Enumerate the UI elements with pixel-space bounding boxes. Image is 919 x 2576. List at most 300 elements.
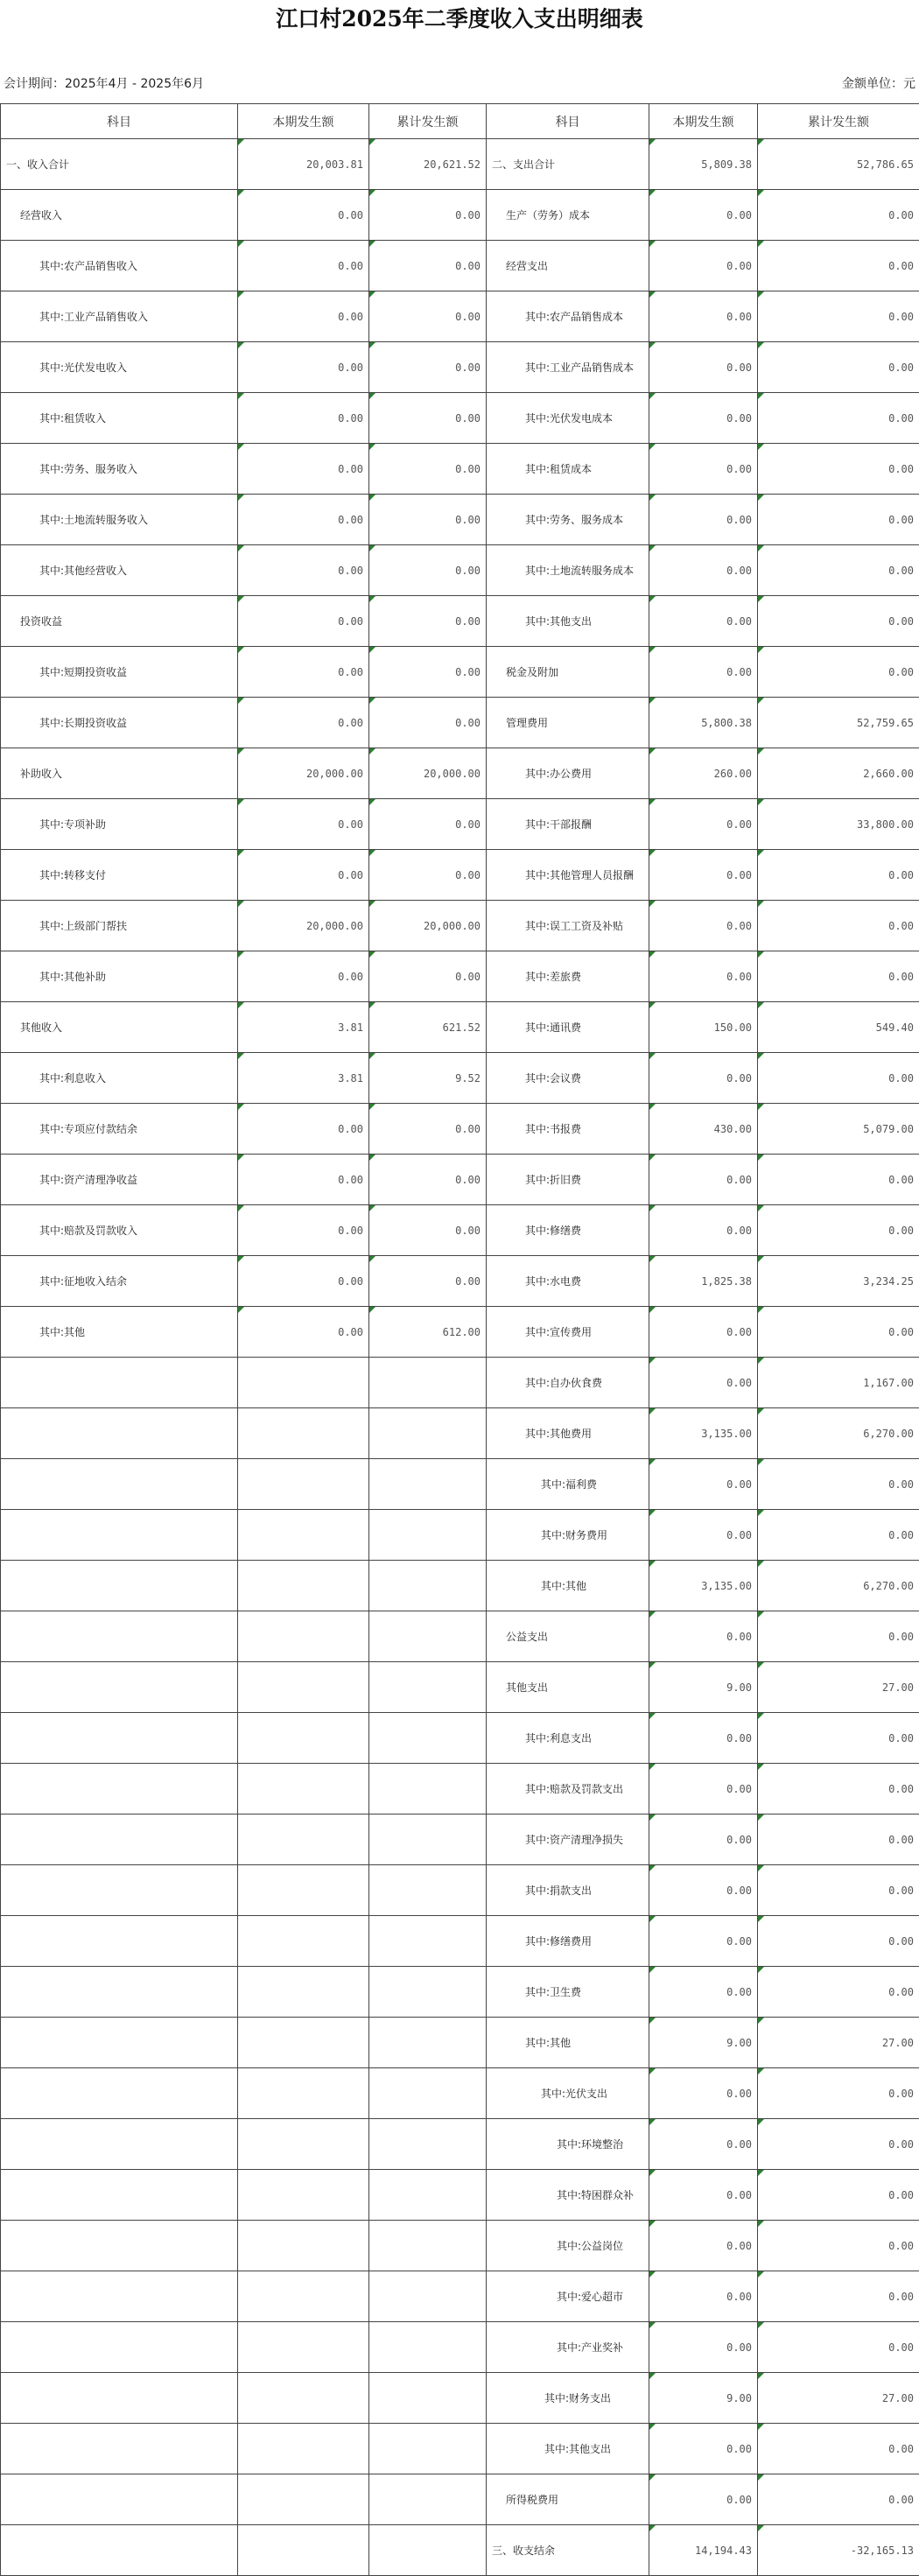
- table-row: [1, 139, 919, 190]
- expense-current-cell: 0.00: [649, 545, 758, 596]
- income-subject-cell: [1, 1510, 238, 1561]
- income-current-cell: 0.00: [238, 545, 369, 596]
- income-current-cell: 0.00: [238, 495, 369, 545]
- expense-cumulative-cell: 0.00: [758, 2474, 919, 2525]
- income-cumulative-cell: 621.52: [369, 1002, 487, 1053]
- income-cumulative-cell: 0.00: [369, 1205, 487, 1256]
- income-subject-cell: 其中:短期投资收益: [1, 647, 238, 698]
- income-cumulative-cell: 0.00: [369, 444, 487, 495]
- expense-cumulative-cell: 0.00: [758, 647, 919, 698]
- table-row: [1, 1256, 919, 1307]
- income-current-cell: [238, 2119, 369, 2170]
- expense-cumulative-cell: 0.00: [758, 1205, 919, 1256]
- income-subject-cell: [1, 2271, 238, 2322]
- income-subject-cell: 经营收入: [1, 190, 238, 241]
- income-cumulative-cell: [369, 2271, 487, 2322]
- income-current-cell: 0.00: [238, 1307, 369, 1358]
- table-row: [1, 1002, 919, 1053]
- expense-cumulative-cell: 0.00: [758, 291, 919, 342]
- table-row: [1, 2474, 919, 2525]
- header-income-current: 本期发生额: [238, 104, 369, 139]
- expense-current-cell: 0.00: [649, 901, 758, 951]
- expense-current-cell: 0.00: [649, 2170, 758, 2221]
- income-current-cell: 0.00: [238, 1104, 369, 1155]
- income-subject-cell: [1, 1561, 238, 1611]
- income-current-cell: 0.00: [238, 444, 369, 495]
- income-subject-cell: [1, 1408, 238, 1459]
- expense-current-cell: 0.00: [649, 799, 758, 850]
- expense-subject-cell: 其中:干部报酬: [487, 799, 649, 850]
- income-current-cell: [238, 2018, 369, 2068]
- expense-subject-cell: 其中:通讯费: [487, 1002, 649, 1053]
- income-subject-cell: 其中:租赁收入: [1, 393, 238, 444]
- table-body: [1, 139, 919, 2576]
- expense-cumulative-cell: 0.00: [758, 2322, 919, 2373]
- income-cumulative-cell: [369, 2322, 487, 2373]
- expense-current-cell: 9.00: [649, 2018, 758, 2068]
- expense-subject-cell: 其中:修缮费用: [487, 1916, 649, 1967]
- expense-subject-cell: 三、收支结余: [487, 2525, 649, 2576]
- expense-current-cell: 0.00: [649, 1053, 758, 1104]
- expense-current-cell: 0.00: [649, 1865, 758, 1916]
- expense-current-cell: 0.00: [649, 342, 758, 393]
- expense-subject-cell: 其中:其他费用: [487, 1408, 649, 1459]
- table-row: [1, 1459, 919, 1510]
- income-cumulative-cell: 0.00: [369, 951, 487, 1002]
- table-row: [1, 1155, 919, 1205]
- expense-subject-cell: 其中:卫生费: [487, 1967, 649, 2018]
- income-current-cell: 0.00: [238, 1205, 369, 1256]
- income-subject-cell: 其中:赔款及罚款收入: [1, 1205, 238, 1256]
- expense-cumulative-cell: 0.00: [758, 190, 919, 241]
- expense-cumulative-cell: 2,660.00: [758, 748, 919, 799]
- expense-cumulative-cell: 0.00: [758, 2119, 919, 2170]
- income-current-cell: 0.00: [238, 1256, 369, 1307]
- income-current-cell: 0.00: [238, 190, 369, 241]
- income-cumulative-cell: [369, 2525, 487, 2576]
- expense-cumulative-cell: 6,270.00: [758, 1561, 919, 1611]
- income-cumulative-cell: [369, 1459, 487, 1510]
- expense-current-cell: 0.00: [649, 1510, 758, 1561]
- expense-subject-cell: 其中:误工工资及补贴: [487, 901, 649, 951]
- expense-current-cell: 0.00: [649, 647, 758, 698]
- income-subject-cell: [1, 2424, 238, 2474]
- income-current-cell: 20,000.00: [238, 748, 369, 799]
- income-subject-cell: 其中:工业产品销售收入: [1, 291, 238, 342]
- expense-current-cell: 0.00: [649, 951, 758, 1002]
- income-current-cell: 20,003.81: [238, 139, 369, 190]
- income-subject-cell: [1, 1713, 238, 1764]
- table-row: [1, 1561, 919, 1611]
- income-subject-cell: [1, 2525, 238, 2576]
- expense-subject-cell: 其中:修缮费: [487, 1205, 649, 1256]
- expense-subject-cell: 经营支出: [487, 241, 649, 291]
- expense-current-cell: 5,800.38: [649, 698, 758, 748]
- income-current-cell: 20,000.00: [238, 901, 369, 951]
- income-subject-cell: 一、收入合计: [1, 139, 238, 190]
- expense-current-cell: 0.00: [649, 1205, 758, 1256]
- expense-current-cell: 0.00: [649, 850, 758, 901]
- income-subject-cell: [1, 1611, 238, 1662]
- report-title: 江口村2025年二季度收入支出明细表: [276, 6, 643, 32]
- expense-subject-cell: 所得税费用: [487, 2474, 649, 2525]
- income-current-cell: [238, 1814, 369, 1865]
- expense-current-cell: 0.00: [649, 596, 758, 647]
- income-current-cell: [238, 2068, 369, 2119]
- expense-cumulative-cell: 0.00: [758, 1510, 919, 1561]
- expense-current-cell: 9.00: [649, 1662, 758, 1713]
- income-subject-cell: [1, 1916, 238, 1967]
- income-subject-cell: 其中:利息收入: [1, 1053, 238, 1104]
- income-current-cell: [238, 1561, 369, 1611]
- table-row: [1, 444, 919, 495]
- income-current-cell: [238, 2322, 369, 2373]
- income-current-cell: 0.00: [238, 647, 369, 698]
- income-current-cell: 0.00: [238, 393, 369, 444]
- expense-subject-cell: 其中:其他: [487, 1561, 649, 1611]
- expense-current-cell: 0.00: [649, 1916, 758, 1967]
- income-current-cell: 0.00: [238, 850, 369, 901]
- table-row: [1, 1865, 919, 1916]
- expense-subject-cell: 其他支出: [487, 1662, 649, 1713]
- income-subject-cell: [1, 1358, 238, 1408]
- expense-cumulative-cell: 52,759.65: [758, 698, 919, 748]
- income-current-cell: [238, 1510, 369, 1561]
- table-row: [1, 2119, 919, 2170]
- expense-cumulative-cell: 0.00: [758, 1155, 919, 1205]
- table-row: [1, 342, 919, 393]
- income-expense-table: [0, 103, 919, 2576]
- income-cumulative-cell: [369, 2221, 487, 2271]
- expense-subject-cell: 其中:劳务、服务成本: [487, 495, 649, 545]
- table-row: [1, 495, 919, 545]
- expense-cumulative-cell: 0.00: [758, 596, 919, 647]
- income-subject-cell: [1, 2322, 238, 2373]
- expense-cumulative-cell: 0.00: [758, 1764, 919, 1814]
- expense-current-cell: 0.00: [649, 495, 758, 545]
- income-cumulative-cell: [369, 1967, 487, 2018]
- table-row: [1, 2271, 919, 2322]
- income-cumulative-cell: 0.00: [369, 596, 487, 647]
- expense-cumulative-cell: 6,270.00: [758, 1408, 919, 1459]
- table-row: [1, 393, 919, 444]
- table-row: [1, 1967, 919, 2018]
- income-cumulative-cell: 0.00: [369, 342, 487, 393]
- income-cumulative-cell: 0.00: [369, 393, 487, 444]
- table-row: [1, 1053, 919, 1104]
- income-subject-cell: [1, 1764, 238, 1814]
- expense-subject-cell: 其中:书报费: [487, 1104, 649, 1155]
- table-row: [1, 1916, 919, 1967]
- table-row: [1, 799, 919, 850]
- income-cumulative-cell: [369, 2474, 487, 2525]
- income-cumulative-cell: [369, 1662, 487, 1713]
- expense-subject-cell: 其中:差旅费: [487, 951, 649, 1002]
- table-row: [1, 1358, 919, 1408]
- income-subject-cell: [1, 2119, 238, 2170]
- expense-subject-cell: 其中:爱心超市: [487, 2271, 649, 2322]
- expense-subject-cell: 公益支出: [487, 1611, 649, 1662]
- expense-cumulative-cell: 0.00: [758, 2068, 919, 2119]
- expense-cumulative-cell: 0.00: [758, 1967, 919, 2018]
- table-row: [1, 1764, 919, 1814]
- income-subject-cell: 其中:土地流转服务收入: [1, 495, 238, 545]
- expense-current-cell: 0.00: [649, 1713, 758, 1764]
- income-cumulative-cell: [369, 1713, 487, 1764]
- income-subject-cell: 其中:光伏发电收入: [1, 342, 238, 393]
- expense-subject-cell: 其中:赔款及罚款支出: [487, 1764, 649, 1814]
- income-subject-cell: [1, 2170, 238, 2221]
- expense-subject-cell: 其中:特困群众补: [487, 2170, 649, 2221]
- income-current-cell: [238, 1865, 369, 1916]
- income-cumulative-cell: [369, 2170, 487, 2221]
- income-subject-cell: [1, 1459, 238, 1510]
- income-subject-cell: 补助收入: [1, 748, 238, 799]
- expense-current-cell: 0.00: [649, 2424, 758, 2474]
- income-current-cell: [238, 1611, 369, 1662]
- expense-cumulative-cell: 0.00: [758, 1814, 919, 1865]
- table-row: [1, 1713, 919, 1764]
- expense-current-cell: 0.00: [649, 393, 758, 444]
- income-current-cell: [238, 2525, 369, 2576]
- income-current-cell: 0.00: [238, 1155, 369, 1205]
- expense-current-cell: 0.00: [649, 2271, 758, 2322]
- expense-subject-cell: 其中:其他支出: [487, 596, 649, 647]
- expense-subject-cell: 其中:自办伙食费: [487, 1358, 649, 1408]
- table-row: [1, 850, 919, 901]
- expense-cumulative-cell: 0.00: [758, 393, 919, 444]
- expense-subject-cell: 其中:捐款支出: [487, 1865, 649, 1916]
- expense-subject-cell: 其中:工业产品销售成本: [487, 342, 649, 393]
- income-subject-cell: [1, 1865, 238, 1916]
- expense-cumulative-cell: 0.00: [758, 2271, 919, 2322]
- expense-subject-cell: 其中:产业奖补: [487, 2322, 649, 2373]
- income-cumulative-cell: 0.00: [369, 291, 487, 342]
- expense-subject-cell: 其中:土地流转服务成本: [487, 545, 649, 596]
- expense-cumulative-cell: 33,800.00: [758, 799, 919, 850]
- expense-cumulative-cell: 0.00: [758, 1307, 919, 1358]
- expense-current-cell: 1,825.38: [649, 1256, 758, 1307]
- accounting-period: 会计期间：2025年4月 - 2025年6月: [4, 77, 205, 91]
- income-cumulative-cell: [369, 1916, 487, 1967]
- income-current-cell: [238, 1713, 369, 1764]
- income-cumulative-cell: 0.00: [369, 799, 487, 850]
- expense-subject-cell: 生产（劳务）成本: [487, 190, 649, 241]
- income-cumulative-cell: [369, 1865, 487, 1916]
- expense-subject-cell: 其中:宣传费用: [487, 1307, 649, 1358]
- currency-unit: 金额单位：元: [842, 77, 915, 91]
- expense-cumulative-cell: 52,786.65: [758, 139, 919, 190]
- income-current-cell: [238, 1764, 369, 1814]
- expense-current-cell: 0.00: [649, 2068, 758, 2119]
- expense-subject-cell: 其中:资产清理净损失: [487, 1814, 649, 1865]
- expense-cumulative-cell: 0.00: [758, 342, 919, 393]
- expense-cumulative-cell: 0.00: [758, 1611, 919, 1662]
- income-current-cell: [238, 1459, 369, 1510]
- table-row: [1, 2424, 919, 2474]
- income-subject-cell: 其中:征地收入结余: [1, 1256, 238, 1307]
- table-row: [1, 698, 919, 748]
- expense-cumulative-cell: 0.00: [758, 1916, 919, 1967]
- expense-current-cell: 0.00: [649, 291, 758, 342]
- expense-current-cell: 9.00: [649, 2373, 758, 2424]
- expense-subject-cell: 其中:公益岗位: [487, 2221, 649, 2271]
- income-subject-cell: [1, 2221, 238, 2271]
- table-row: [1, 1611, 919, 1662]
- expense-current-cell: 3,135.00: [649, 1561, 758, 1611]
- expense-current-cell: 0.00: [649, 1967, 758, 2018]
- expense-current-cell: 0.00: [649, 1155, 758, 1205]
- income-current-cell: 0.00: [238, 596, 369, 647]
- header-expense-cumulative: 累计发生额: [758, 104, 919, 139]
- expense-subject-cell: 其中:农产品销售成本: [487, 291, 649, 342]
- income-subject-cell: 其中:其他补助: [1, 951, 238, 1002]
- income-cumulative-cell: 0.00: [369, 647, 487, 698]
- income-current-cell: [238, 2474, 369, 2525]
- income-current-cell: [238, 1408, 369, 1459]
- income-subject-cell: 投资收益: [1, 596, 238, 647]
- table-row: [1, 1662, 919, 1713]
- expense-cumulative-cell: 0.00: [758, 444, 919, 495]
- income-cumulative-cell: [369, 2373, 487, 2424]
- expense-current-cell: 260.00: [649, 748, 758, 799]
- table-row: [1, 545, 919, 596]
- expense-subject-cell: 其中:财务支出: [487, 2373, 649, 2424]
- expense-current-cell: 0.00: [649, 2119, 758, 2170]
- table-row: [1, 647, 919, 698]
- income-cumulative-cell: 0.00: [369, 545, 487, 596]
- income-cumulative-cell: 20,000.00: [369, 901, 487, 951]
- income-subject-cell: 其中:其他经营收入: [1, 545, 238, 596]
- income-current-cell: [238, 1916, 369, 1967]
- income-current-cell: [238, 2170, 369, 2221]
- expense-cumulative-cell: 3,234.25: [758, 1256, 919, 1307]
- expense-subject-cell: 其中:福利费: [487, 1459, 649, 1510]
- income-current-cell: 0.00: [238, 241, 369, 291]
- expense-current-cell: 0.00: [649, 2322, 758, 2373]
- income-subject-cell: 其中:其他: [1, 1307, 238, 1358]
- income-subject-cell: 其中:长期投资收益: [1, 698, 238, 748]
- income-subject-cell: [1, 2373, 238, 2424]
- income-subject-cell: 其他收入: [1, 1002, 238, 1053]
- income-cumulative-cell: 0.00: [369, 190, 487, 241]
- expense-subject-cell: 其中:其他管理人员报酬: [487, 850, 649, 901]
- table-row: [1, 1814, 919, 1865]
- table-row: [1, 2322, 919, 2373]
- income-current-cell: 3.81: [238, 1053, 369, 1104]
- table-row: [1, 1307, 919, 1358]
- income-cumulative-cell: 9.52: [369, 1053, 487, 1104]
- expense-subject-cell: 其中:水电费: [487, 1256, 649, 1307]
- income-current-cell: [238, 1967, 369, 2018]
- expense-current-cell: 150.00: [649, 1002, 758, 1053]
- income-cumulative-cell: 0.00: [369, 1256, 487, 1307]
- income-subject-cell: [1, 2474, 238, 2525]
- income-current-cell: [238, 1662, 369, 1713]
- header-expense-subject: 科目: [487, 104, 649, 139]
- income-cumulative-cell: 0.00: [369, 241, 487, 291]
- table-row: [1, 1408, 919, 1459]
- income-cumulative-cell: [369, 1510, 487, 1561]
- income-cumulative-cell: [369, 2018, 487, 2068]
- table-row: [1, 2170, 919, 2221]
- income-subject-cell: [1, 1662, 238, 1713]
- income-cumulative-cell: 612.00: [369, 1307, 487, 1358]
- expense-current-cell: 0.00: [649, 444, 758, 495]
- table-row: [1, 951, 919, 1002]
- income-cumulative-cell: [369, 1611, 487, 1662]
- table-row: [1, 241, 919, 291]
- table-row: [1, 2221, 919, 2271]
- expense-current-cell: 0.00: [649, 241, 758, 291]
- expense-cumulative-cell: 1,167.00: [758, 1358, 919, 1408]
- expense-subject-cell: 其中:利息支出: [487, 1713, 649, 1764]
- table-row: [1, 291, 919, 342]
- expense-subject-cell: 税金及附加: [487, 647, 649, 698]
- table-row: [1, 1104, 919, 1155]
- income-cumulative-cell: [369, 1814, 487, 1865]
- income-subject-cell: 其中:上级部门帮扶: [1, 901, 238, 951]
- table-row: [1, 2068, 919, 2119]
- expense-cumulative-cell: 27.00: [758, 1662, 919, 1713]
- expense-cumulative-cell: 27.00: [758, 2018, 919, 2068]
- table-header-row: [1, 104, 919, 139]
- income-current-cell: 3.81: [238, 1002, 369, 1053]
- expense-subject-cell: 其中:其他支出: [487, 2424, 649, 2474]
- income-current-cell: [238, 2221, 369, 2271]
- income-subject-cell: 其中:劳务、服务收入: [1, 444, 238, 495]
- table-row: [1, 1205, 919, 1256]
- income-cumulative-cell: 0.00: [369, 850, 487, 901]
- table-row: [1, 748, 919, 799]
- expense-cumulative-cell: 0.00: [758, 2170, 919, 2221]
- expense-subject-cell: 其中:办公费用: [487, 748, 649, 799]
- expense-current-cell: 0.00: [649, 1814, 758, 1865]
- expense-subject-cell: 管理费用: [487, 698, 649, 748]
- table-row: [1, 2018, 919, 2068]
- income-subject-cell: [1, 1967, 238, 2018]
- expense-cumulative-cell: 5,079.00: [758, 1104, 919, 1155]
- table-row: [1, 1510, 919, 1561]
- expense-cumulative-cell: 0.00: [758, 2221, 919, 2271]
- expense-cumulative-cell: 0.00: [758, 1053, 919, 1104]
- income-current-cell: [238, 2373, 369, 2424]
- table-row: [1, 901, 919, 951]
- header-income-cumulative: 累计发生额: [369, 104, 487, 139]
- expense-cumulative-cell: 0.00: [758, 495, 919, 545]
- table-row: [1, 2525, 919, 2576]
- expense-current-cell: 0.00: [649, 190, 758, 241]
- income-current-cell: [238, 1358, 369, 1408]
- expense-subject-cell: 其中:财务费用: [487, 1510, 649, 1561]
- table-row: [1, 596, 919, 647]
- expense-current-cell: 0.00: [649, 1358, 758, 1408]
- income-cumulative-cell: [369, 2424, 487, 2474]
- income-cumulative-cell: [369, 1358, 487, 1408]
- income-cumulative-cell: 20,000.00: [369, 748, 487, 799]
- expense-cumulative-cell: 0.00: [758, 2424, 919, 2474]
- income-subject-cell: [1, 2018, 238, 2068]
- header-expense-current: 本期发生额: [649, 104, 758, 139]
- income-cumulative-cell: [369, 2068, 487, 2119]
- expense-cumulative-cell: 549.40: [758, 1002, 919, 1053]
- income-cumulative-cell: [369, 1561, 487, 1611]
- expense-current-cell: 3,135.00: [649, 1408, 758, 1459]
- income-current-cell: 0.00: [238, 291, 369, 342]
- expense-cumulative-cell: 0.00: [758, 1713, 919, 1764]
- income-cumulative-cell: [369, 1408, 487, 1459]
- report-meta: [0, 74, 919, 95]
